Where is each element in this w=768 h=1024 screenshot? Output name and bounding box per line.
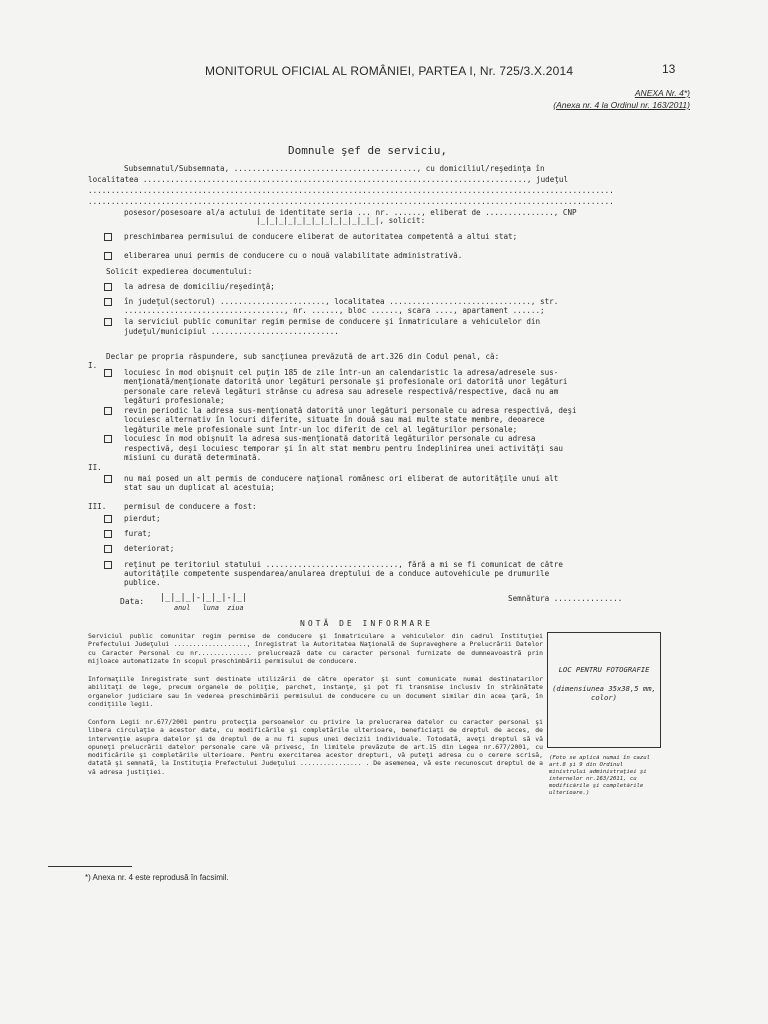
statement-line: menţionată/menţionate datorită unor legături personale şi profesionale ori datorită unor legături xyxy=(124,377,568,386)
photo-title: LOC PENTRU FOTOGRAFIE xyxy=(558,665,650,674)
delivery-option: judeţul/municipiul ............................ xyxy=(124,327,339,336)
statement-line: locuiesc în mod obişnuit cel puţin 185 de zile într-un an calendaristic la adresa/adresele sus- xyxy=(124,368,559,377)
gazette-header: MONITORUL OFICIAL AL ROMÂNIEI, PARTEA I, Nr. 725/3.X.2014 xyxy=(205,64,574,78)
statement-line: legăturile mele profesionale sunt într-un loc diferit de cel al legăturilor personale; xyxy=(124,425,518,434)
delivery-option: la adresa de domiciliu/reşedinţă; xyxy=(124,282,275,291)
statement-line: legături profesionale; xyxy=(124,396,225,405)
footnote: *) Anexa nr. 4 este reprodusă în facsimil. xyxy=(85,873,229,882)
checkbox-s1[interactable] xyxy=(104,369,112,377)
delivery-option: ..................................., nr. ......, bloc ......, scara ...., apartament ......; xyxy=(124,306,545,315)
checkbox-s4[interactable] xyxy=(104,475,112,483)
statement-line: personale care relevă legături strânse cu adresa sau adresele respectivă/respective, dacă nu am xyxy=(124,387,559,396)
cnp-boxes: |_|_|_|_|_|_|_|_|_|_|_|_|_|, solicit: xyxy=(256,216,426,225)
delivery-option: la serviciul public comunitar regim permise de conducere şi înmatriculare a vehiculelor din xyxy=(124,317,541,326)
statement-line: locuiesc în mod obişnuit la adresa sus-menţionată datorită legăturilor personale cu adresa xyxy=(124,434,536,443)
statement-line: permisul de conducere a fost: xyxy=(124,502,257,511)
intro-line: ................................................................................................................... xyxy=(88,186,614,195)
checkbox-pierdut[interactable] xyxy=(104,515,112,523)
intro-line: ................................................................................................................... xyxy=(88,197,614,206)
date-sublabel: anul luna ziua xyxy=(174,604,244,612)
intro-line: Subsemnatul/Subsemnata, ........................................, cu domiciliul/reşedinţa în xyxy=(124,164,545,173)
statement-line: stat sau un duplicat al acestuia; xyxy=(124,483,275,492)
statement-line: nu mai posed un alt permis de conducere naţional românesc ori eliberat de autorităţile unui alt xyxy=(124,474,559,483)
checkbox-judet[interactable] xyxy=(104,298,112,306)
info-title: NOTĂ DE INFORMARE xyxy=(300,619,433,628)
photo-note: (Foto se aplică numai în cazul art.8 şi 9 din Ordinul ministrului administraţiei şi internelor nr.163/2011, cu modificările şi completările ulterioare.) xyxy=(549,755,651,796)
annex-number: ANEXA Nr. 4*) xyxy=(634,88,690,98)
checkbox-furat[interactable] xyxy=(104,530,112,538)
checkbox-domiciliu[interactable] xyxy=(104,283,112,291)
checkbox-preschimbare[interactable] xyxy=(104,233,112,241)
statement-line: locuiesc alternativ în locuri diferite, situate în două sau mai multe state membre, deoarece xyxy=(124,415,545,424)
intro-line: localitatea ...................................................................................., judeţul xyxy=(88,175,569,184)
section-roman-2: II. xyxy=(88,463,102,472)
checkbox-serviciu[interactable] xyxy=(104,318,112,326)
delivery-label: Solicit expedierea documentului: xyxy=(106,267,253,276)
statement-line: deteriorat; xyxy=(124,544,175,553)
statement-line: pierdut; xyxy=(124,514,161,523)
info-paragraph: Serviciul public comunitar regim permise de conducere şi înmatriculare a vehiculelor din cadrul Instituţiei Prefectului Judeţului ..................., înregistrat la Autoritatea Naţională de Supraveghere a Prelucrării Datelor cu Caracter Personal cu nr.............. prelucrează date cu caracter personal furnizate de dumneavoastră prin mijloace automatizate în scopul preschimbării permisului de conducere. xyxy=(88,632,543,665)
intro-line: posesor/posesoare al/a actului de identitate seria ... nr. ......, eliberat de ..............., CNP xyxy=(124,208,577,217)
statement-line: revin periodic la adresa sus-menţionată datorită unor legături personale cu adresa respectivă, deşi xyxy=(124,406,577,415)
info-paragraph: Conform Legii nr.677/2001 pentru protecţia persoanelor cu privire la prelucrarea datelor cu caracter personal şi libera circulaţie a acestor date, cu modificările şi completările ulterioare, beneficiaţi de dreptul de acces, de intervenţie asupra datelor şi de dreptul de a nu fi supus unei decizii individuale. Totodată, aveţi dreptul să vă opuneţi prelucrării datelor personale care vă privesc, în limitele prevăzute de art.15 din Legea nr.677/2001, cu modificările şi completările ulterioare. Pentru exercitarea acestor drepturi, vă puteţi adresa cu o cerere scrisă, datată şi semnată, la Instituţia Prefectului Judeţului ................ . De asemenea, vă este recunoscut dreptul de a vă adresa justiţiei. xyxy=(88,718,543,776)
form-salutation: Domnule şef de serviciu, xyxy=(288,144,447,157)
annex-reference: (Anexa nr. 4 la Ordinul nr. 163/2011) xyxy=(553,100,690,110)
statement-line: reţinut pe teritoriul statului ............................., fără a mi se fi comunicat de către xyxy=(124,560,563,569)
checkbox-s3[interactable] xyxy=(104,435,112,443)
declaration-heading: Declar pe propria răspundere, sub sancţiunea prevăzută de art.326 din Codul penal, că: xyxy=(106,352,500,361)
statement-line: misiuni cu durată determinată. xyxy=(124,453,262,462)
checkbox-eliberare[interactable] xyxy=(104,252,112,260)
statement-line: publice. xyxy=(124,578,161,587)
photo-dimensions: (dimensiunea 35x38,5 mm, color) xyxy=(552,684,656,702)
checkbox-deteriorat[interactable] xyxy=(104,545,112,553)
footnote-divider xyxy=(48,866,132,867)
annex-label xyxy=(553,87,690,111)
statement-line: respectivă, deşi locuiesc temporar şi în alt stat membru pentru îndeplinirea unei activităţi sau xyxy=(124,444,563,453)
date-boxes[interactable]: |_|_|_|-|_|_|-|_| xyxy=(160,593,247,603)
checkbox-s2[interactable] xyxy=(104,407,112,415)
checkbox-retinut[interactable] xyxy=(104,561,112,569)
statement-line: autorităţile competente suspendarea/anularea dreptului de a conduce autovehicule pe drumurile xyxy=(124,569,550,578)
option-label: eliberarea unui permis de conducere cu o nouă valabilitate administrativă. xyxy=(124,251,463,260)
statement-line: furat; xyxy=(124,529,152,538)
photo-placeholder xyxy=(547,632,661,748)
page-number: 13 xyxy=(662,62,676,76)
delivery-option: în judeţul(sectorul) ......................., localitatea ..............................., str. xyxy=(124,297,559,306)
section-roman-3: III. xyxy=(88,502,107,511)
option-label: preschimbarea permisului de conducere eliberat de autoritatea competentă a altui stat; xyxy=(124,232,518,241)
section-roman-1: I. xyxy=(88,361,98,370)
signature-field[interactable]: Semnătura ............... xyxy=(508,594,623,603)
info-paragraph: Informaţiile înregistrate sunt destinate utilizării de către operator şi sunt comunicate numai destinatarilor abilitaţi de lege, precum organele de poliţie, parchet, instanţe, şi pot fi transmise inclusiv în străinătate organelor judiciare sau în vederea preschimbării permisului de conducere cu un document similar din acea ţară, în condiţiile legii. xyxy=(88,675,543,708)
date-label: Data: xyxy=(120,597,145,606)
